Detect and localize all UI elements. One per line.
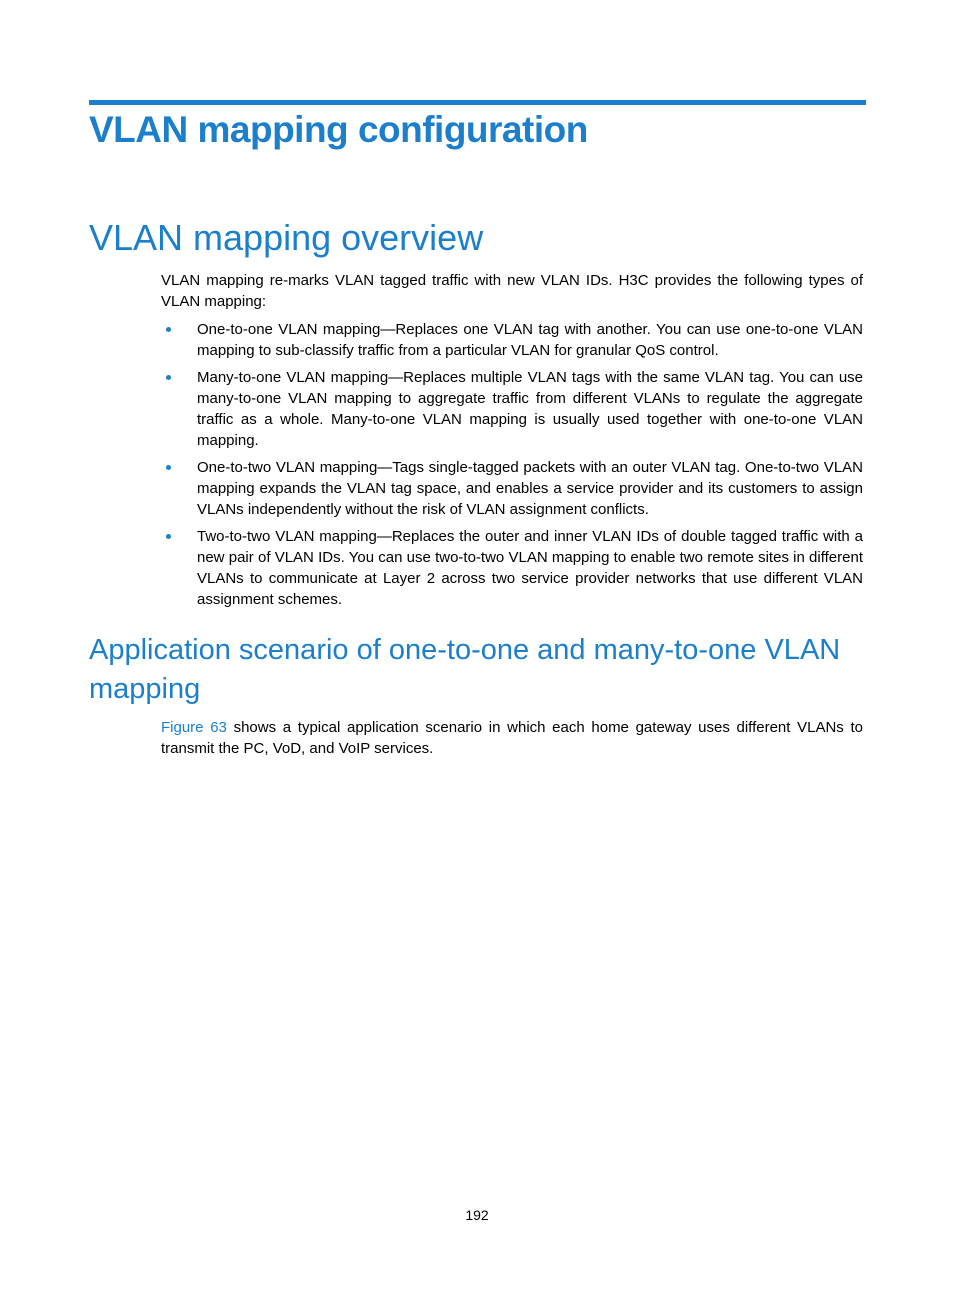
scenario-paragraph <box>161 717 863 759</box>
overview-intro-paragraph: VLAN mapping re-marks VLAN tagged traffic with new VLAN IDs. H3C provides the following types of VLAN mapping: <box>161 272 863 310</box>
bullet-icon <box>166 327 171 332</box>
list-item-text: One-to-one VLAN mapping—Replaces one VLAN tag with another. You can use one-to-one VLAN mapping to sub-classify traffic from a particular VLAN for granular QoS control. <box>197 321 863 359</box>
list-item <box>161 526 863 610</box>
list-item-text: Two-to-two VLAN mapping—Replaces the outer and inner VLAN IDs of double tagged traffic with a new pair of VLAN IDs. You can use two-to-two VLAN mapping to enable two remote sites in different VLANs to communicate at Layer 2 across two service provider networks that use different VLAN assignment schemes. <box>197 528 863 608</box>
list-item <box>161 457 863 520</box>
bullet-icon <box>166 534 171 539</box>
vlan-mapping-types-list <box>161 319 863 616</box>
bullet-icon <box>166 465 171 470</box>
list-item-text: Many-to-one VLAN mapping—Replaces multiple VLAN tags with the same VLAN tag. You can use many-to-one VLAN mapping to aggregate traffic from different VLANs to regulate the aggregate traffic as a whole. Many-to-one VLAN mapping is usually used together with one-to-one VLAN mapping. <box>197 369 863 449</box>
list-item-text: One-to-two VLAN mapping—Tags single-tagged packets with an outer VLAN tag. One-to-two VLAN mapping expands the VLAN tag space, and enables a service provider and its customers to assign VLANs independently without the risk of VLAN assignment conflicts. <box>197 459 863 518</box>
list-item <box>161 319 863 361</box>
subsection-title-scenario: Application scenario of one-to-one and many-to-one VLAN mapping <box>89 634 841 705</box>
chapter-title: VLAN mapping configuration <box>89 109 588 150</box>
bullet-icon <box>166 375 171 380</box>
section-title-overview: VLAN mapping overview <box>89 217 484 258</box>
page-number: 192 <box>465 1207 489 1223</box>
chapter-top-rule <box>89 100 866 105</box>
list-item <box>161 367 863 451</box>
figure-63-link[interactable]: Figure 63 <box>161 719 227 736</box>
scenario-paragraph-text: shows a typical application scenario in which each home gateway uses different VLANs to transmit the PC, VoD, and VoIP services. <box>161 719 863 757</box>
